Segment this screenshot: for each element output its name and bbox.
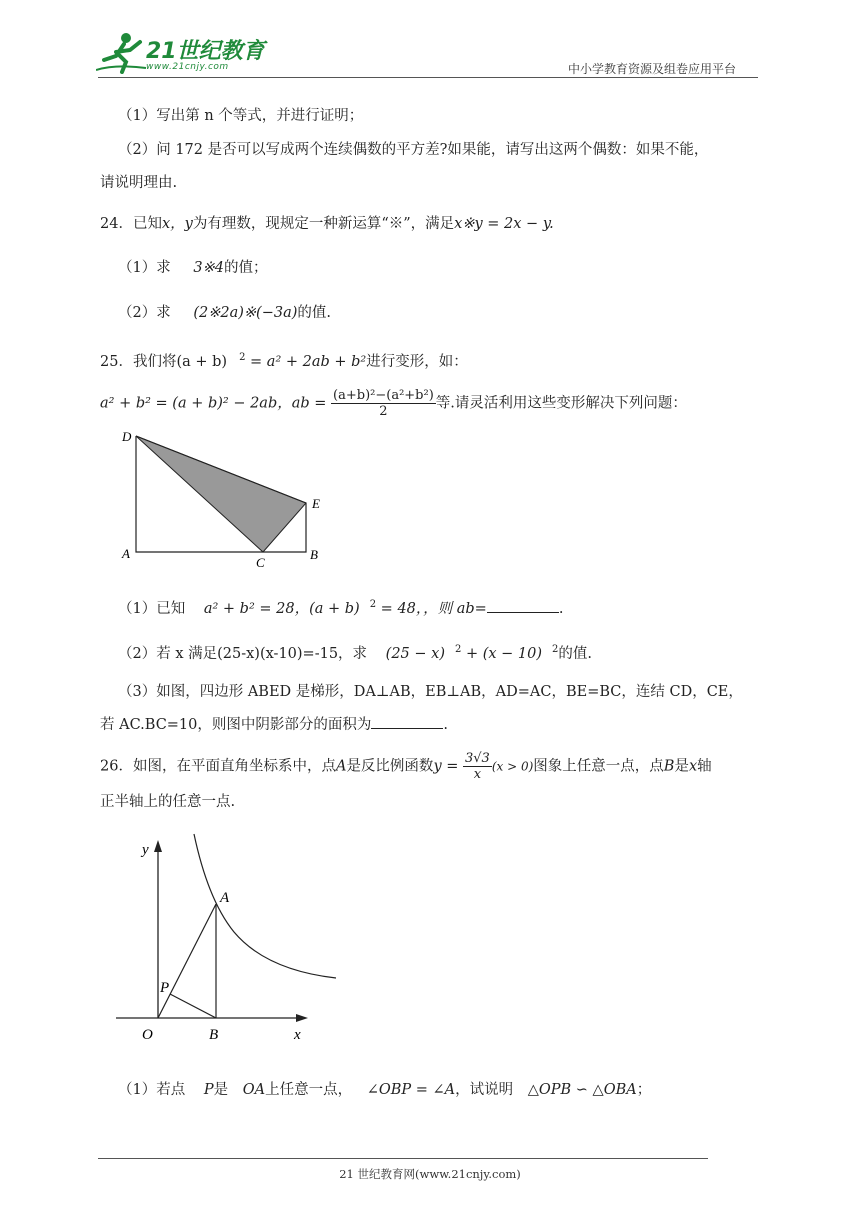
q24-p1-tail: 的值；	[223, 260, 268, 276]
q25-p1-end: .	[558, 600, 564, 617]
q25-part3: （3）如图，四边形 ABED 是梯形，DA⊥AB，EB⊥AB，AD=AC，BE=BC，连结 CD，CE，	[118, 684, 743, 700]
label-d: D	[122, 429, 132, 444]
q25-part1	[118, 594, 563, 620]
q26-p1-oa: OA	[242, 1082, 266, 1098]
q26-stem-a: 26．如图，在平面直角坐标系中，点	[100, 758, 336, 775]
label-point-p: P	[160, 980, 170, 996]
q25-line2	[100, 388, 687, 419]
coordinate-figure	[116, 832, 346, 1046]
q26-stem	[100, 751, 712, 782]
q25-p1-exp: 2	[369, 599, 377, 610]
label-origin: O	[142, 1027, 153, 1043]
footer-text: 21 世纪教育网(www.21cnjy.com)	[339, 1167, 521, 1181]
runner-logo-icon	[96, 30, 148, 74]
q25-frac-den: 2	[379, 404, 388, 419]
q26-stem-j: 轴	[697, 758, 712, 775]
q26-part1	[118, 1079, 651, 1101]
q24-stem-text2: 为有理数，现规定一种新运算“※”，满足	[192, 216, 455, 232]
q26-frac-num: 3√3	[465, 751, 490, 766]
q25-p2-label: （2）若 x 满足(25-x)(x-10)=-15，求	[118, 645, 368, 662]
q26-p1-label: （1）若点	[118, 1082, 186, 1098]
label-a: A	[122, 546, 130, 561]
q24-formula: x※y = 2x − y.	[454, 216, 554, 232]
q25-stem-a: 25．我们将(a + b)	[100, 353, 228, 370]
q23-part2: （2）问 172 是否可以写成两个连续偶数的平方差?如果能，请写出这两个偶数：如果不能，	[118, 142, 709, 158]
logo-text: 21世纪教育	[146, 39, 265, 64]
platform-name: 中小学教育资源及组卷应用平台	[568, 62, 737, 76]
q25-stem-exp: 2	[239, 352, 246, 363]
label-x-axis: x	[294, 1027, 301, 1043]
q25-p3-blank	[371, 714, 443, 729]
q26-p1-angle: ∠OBP = ∠A	[366, 1082, 456, 1098]
label-b: B	[310, 547, 318, 562]
label-y-axis: y	[142, 842, 149, 858]
q25-p2-tail: 的值.	[558, 645, 593, 662]
q25-l2-formula: a² + b² = (a + b)² − 2ab，ab =	[100, 395, 332, 412]
q23-part1: （1）写出第 n 个等式，并进行证明；	[118, 108, 364, 124]
q25-p1-expr: a² + b² = 28，(a + b)	[203, 600, 360, 617]
q26-p1-end: ；	[636, 1082, 652, 1098]
q26-fraction	[463, 751, 492, 782]
q25-part3-cont	[100, 714, 448, 736]
q26-stem-c: 是反比例函数	[346, 758, 434, 775]
q26-p1-text: 上任意一点，	[265, 1082, 353, 1098]
q24-stem-text: 24．已知	[100, 216, 162, 232]
q24-part1	[118, 257, 267, 279]
q25-p1-label: （1）已知	[118, 600, 186, 617]
q25-stem	[100, 347, 468, 373]
q25-stem-d: 进行变形，如：	[366, 353, 468, 370]
q26-p1-similar: △OPB ∽ △OBA	[527, 1082, 637, 1098]
q25-part2	[118, 639, 592, 665]
q25-p2-exp2: 2	[552, 644, 559, 655]
trapezoid-figure	[118, 428, 338, 570]
q26-point-a: A	[335, 758, 347, 775]
q24-part2	[118, 302, 331, 324]
q26-point-b: B	[663, 758, 675, 775]
q26-p1-is: 是	[213, 1082, 229, 1098]
q23-part2-cont: 请说明理由.	[100, 175, 178, 191]
q26-stem-f: 图象上任意一点，点	[533, 758, 664, 775]
q26-line2: 正半轴上的任意一点.	[100, 794, 236, 810]
q26-p1-text2: ，试说明	[455, 1082, 514, 1098]
header-divider	[98, 77, 758, 78]
q25-p2-expr: (25 − x)	[385, 645, 445, 662]
q24-p2-expr: (2※2a)※(−3a)	[193, 305, 298, 321]
q24-p2-label: （2）求	[118, 305, 171, 321]
logo-url: www.21cnjy.com	[146, 62, 229, 72]
q25-p1-blank	[487, 598, 559, 613]
q24-p1-expr: 3※4	[193, 260, 224, 276]
q25-p1-expr2: = 48，，则 ab=	[376, 600, 487, 617]
q25-fraction	[331, 388, 436, 419]
q24-stem	[100, 213, 554, 235]
q25-stem-formula: = a² + 2ab + b²	[245, 353, 367, 370]
q26-p1-p: P	[203, 1082, 214, 1098]
q24-p2-tail: 的值.	[297, 305, 331, 321]
label-e: E	[312, 496, 320, 511]
q26-domain: (x > 0)	[491, 759, 534, 774]
label-point-a: A	[220, 890, 230, 906]
q24-p1-label: （1）求	[118, 260, 171, 276]
q26-stem-h: 是	[674, 758, 689, 775]
q25-p3-end: .	[443, 717, 448, 733]
q25-frac-num: (a+b)²−(a²+b²)	[333, 388, 434, 403]
q26-x-var: x	[688, 758, 698, 775]
q25-p2-exp: 2	[454, 644, 462, 655]
q25-p2-expr2: + (x − 10)	[461, 645, 543, 662]
q26-frac-den: x	[473, 767, 482, 782]
q25-p3-text: 若 AC.BC=10，则图中阴影部分的面积为	[100, 717, 372, 733]
label-c: C	[256, 555, 265, 570]
q24-vars: x，y	[161, 216, 193, 232]
label-point-b: B	[209, 1027, 219, 1043]
q25-l2-tail: 等.请灵活利用这些变形解决下列问题：	[435, 395, 687, 412]
footer-divider	[98, 1158, 708, 1159]
q26-func-y: y =	[433, 758, 463, 775]
